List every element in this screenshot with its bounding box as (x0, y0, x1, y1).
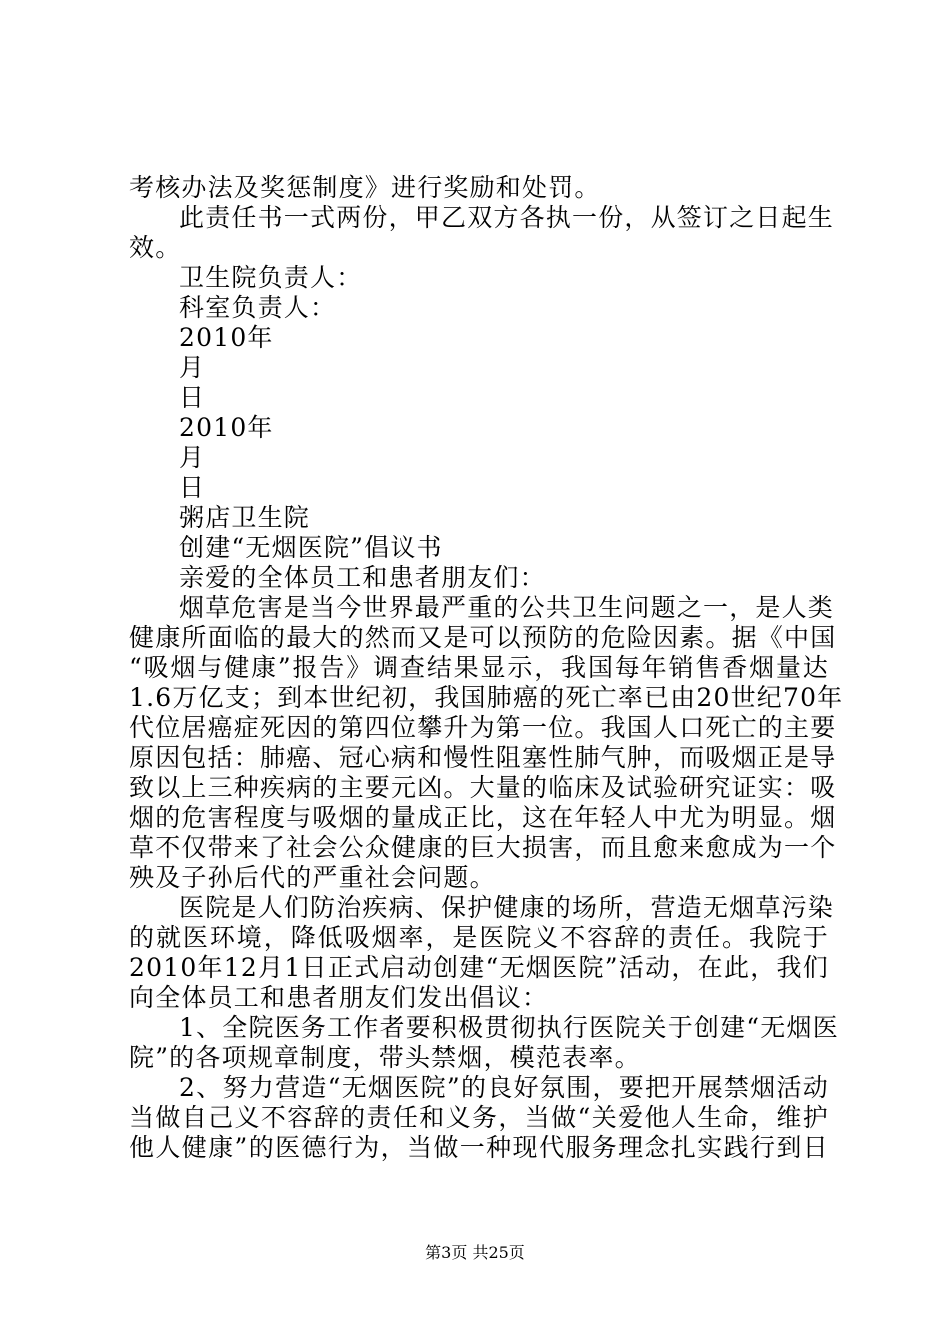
text-line: 此责任书一式两份，甲乙双方各执一份，从签订之日起生 (179, 203, 835, 232)
text-line: 1、全院医务工作者要积极贯彻执行医院关于创建“无烟医 (179, 1013, 839, 1042)
text-line: 院”的各项规章制度，带头禁烟，模范表率。 (129, 1043, 641, 1072)
text-line: 2010年 (179, 323, 274, 352)
text-line: 月 (179, 353, 206, 382)
text-line: 亲爱的全体员工和患者朋友们： (179, 563, 546, 592)
text-line: 代位居癌症死因的第四位攀升为第一位。我国人口死亡的主要 (129, 713, 837, 742)
text-line: “吸烟与健康”报告》调查结果显示，我国每年销售香烟量达 (129, 653, 829, 682)
text-line: 粥店卫生院 (179, 503, 311, 532)
text-line: 原因包括：肺癌、冠心病和慢性阻塞性肺气肿，而吸烟正是导 (129, 743, 837, 772)
page-footer: 第3页 共25页 (425, 1243, 525, 1262)
text-line: 2、努力营造“无烟医院”的良好氛围，要把开展禁烟活动 (179, 1073, 829, 1102)
text-line: 殃及子孙后代的严重社会问题。 (129, 863, 496, 892)
document-body (129, 173, 844, 1163)
text-line: 向全体员工和患者朋友们发出倡议： (129, 983, 549, 1012)
text-line: 月 (179, 443, 206, 472)
text-line: 日 (179, 383, 206, 412)
text-line: 考核办法及奖惩制度》进行奖励和处罚。 (129, 173, 601, 202)
text-line: 草不仅带来了社会公众健康的巨大损害，而且愈来愈成为一个 (129, 833, 837, 862)
text-line: 致以上三种疾病的主要元凶。大量的临床及试验研究证实：吸 (129, 773, 837, 802)
text-line: 日 (179, 473, 206, 502)
text-line: 1.6万亿支；到本世纪初，我国肺癌的死亡率已由20世纪70年 (129, 683, 844, 712)
text-line: 健康所面临的最大的然而又是可以预防的危险因素。据《中国 (129, 623, 837, 652)
text-line: 的就医环境，降低吸烟率，是医院义不容辞的责任。我院于 (129, 923, 829, 952)
text-line: 创建“无烟医院”倡议书 (179, 533, 443, 562)
text-line: 当做自己义不容辞的责任和义务，当做“关爱他人生命，维护 (129, 1103, 829, 1132)
text-line: 2010年 (179, 413, 274, 442)
text-line: 卫生院负责人： (179, 263, 363, 292)
text-line: 医院是人们防治疾病、保护健康的场所，营造无烟草污染 (179, 893, 835, 922)
text-line: 效。 (129, 233, 182, 262)
text-line: 烟草危害是当今世界最严重的公共卫生问题之一，是人类 (179, 593, 835, 622)
text-line: 他人健康”的医德行为，当做一种现代服务理念扎实践行到日 (129, 1133, 829, 1162)
text-line: 科室负责人： (179, 293, 337, 322)
text-line: 2010年12月1日正式启动创建“无烟医院”活动，在此，我们 (129, 953, 829, 982)
text-line: 烟的危害程度与吸烟的量成正比，这在年轻人中尤为明显。烟 (129, 803, 837, 832)
